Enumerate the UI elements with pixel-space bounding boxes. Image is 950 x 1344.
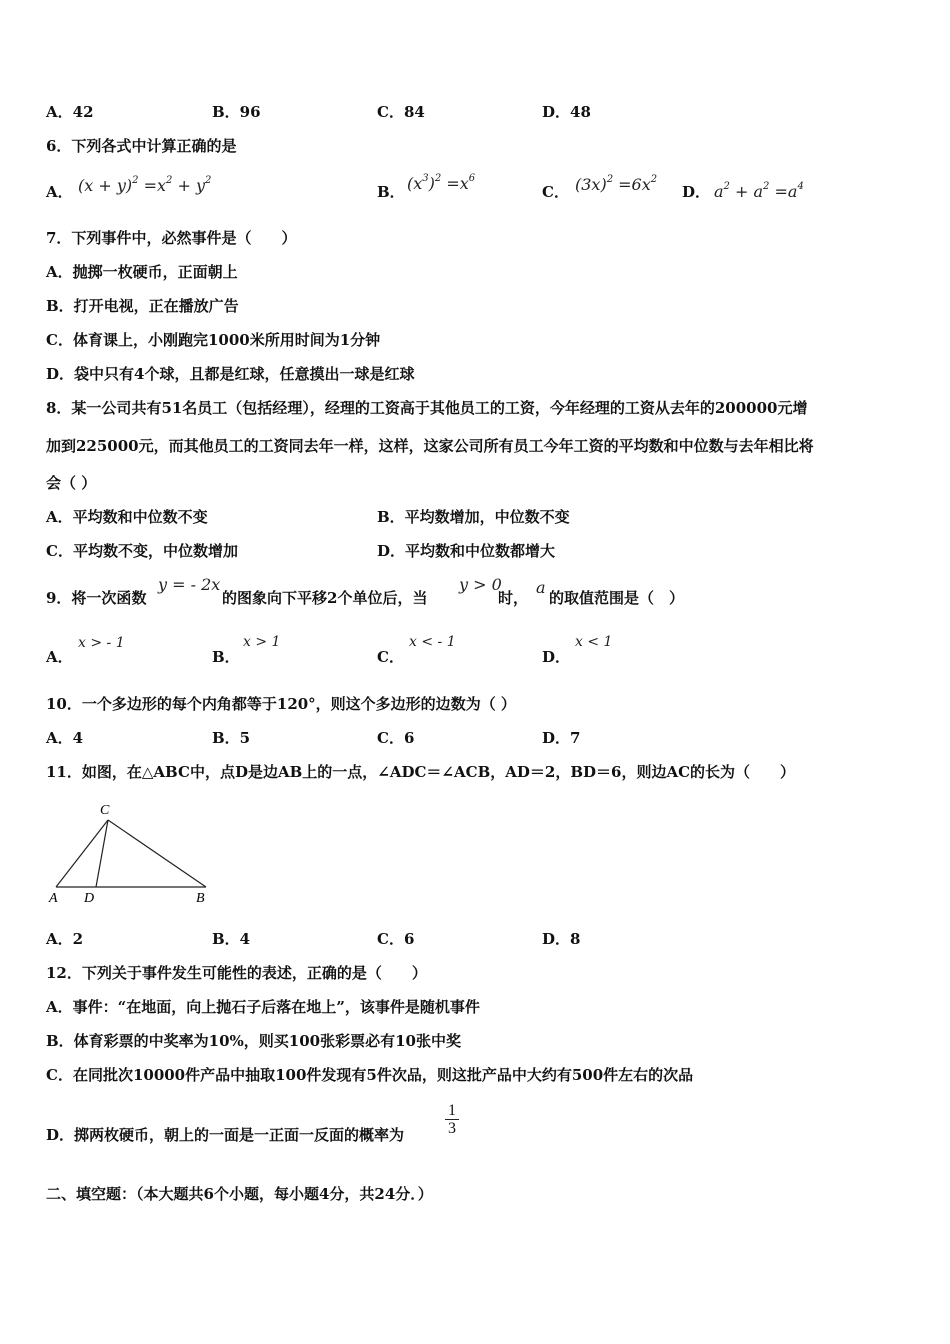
q9-stem-part3: 时， (498, 589, 529, 607)
q12-fraction (445, 1102, 459, 1137)
q6-stem: 6．下列各式中计算正确的是 (46, 137, 237, 155)
q6-option-d-formula: $a^2 + a^2 =a^4$ (714, 180, 804, 201)
q11-label-a: A (49, 891, 58, 906)
q11-option-c: C．6 (377, 930, 415, 948)
q6-option-d-label: D． (682, 183, 711, 201)
q9-function: y = - 2x (158, 575, 221, 594)
q7-option-d: D．袋中只有4个球，且都是红球，任意摸出一球是红球 (46, 365, 415, 383)
q11-option-d: D．8 (542, 930, 581, 948)
q9-variable: a (536, 578, 546, 597)
q9-option-b-label: B． (212, 648, 240, 666)
q9-stem-part2: 的图象向下平移2个单位后，当 (222, 589, 428, 607)
q12-option-d: D．掷两枚硬币，朝上的一面是一正面一反面的概率为 (46, 1126, 405, 1144)
q12-fraction-denominator: 3 (448, 1120, 456, 1137)
q6-option-b-label: B． (377, 183, 405, 201)
q9-option-c-label: C． (377, 648, 404, 666)
q6-option-a-formula: $(x + y)^2 =x^2 + y^2$ (78, 174, 212, 195)
q11-label-c: C (100, 803, 110, 818)
q12-stem: 12．下列关于事件发生可能性的表述，正确的是（ ） (46, 964, 427, 982)
q11-label-d: D (84, 891, 95, 906)
q12-option-c: C．在同批次10000件产品中抽取100件发现有5件次品，则这批产品中大约有500件左右的次品 (46, 1066, 694, 1084)
q12-fraction-numerator: 1 (445, 1102, 459, 1120)
section2-title: 二、填空题：（本大题共6个小题，每小题4分，共24分．） (46, 1185, 433, 1203)
q12-option-b: B．体育彩票的中奖率为10%，则买100张彩票必有10张中奖 (46, 1032, 461, 1050)
q9-option-d-formula: x < 1 (575, 634, 613, 650)
q9-option-c-formula: x < - 1 (409, 634, 456, 650)
q8-option-d: D．平均数和中位数都增大 (377, 542, 556, 560)
q5-option-b: B．96 (212, 103, 261, 121)
q8-option-a: A．平均数和中位数不变 (46, 508, 208, 526)
q8-stem-line2: 加到225000元，而其他员工的工资同去年一样，这样，这家公司所有员工今年工资的平均数和中位数与去年相比将 (46, 437, 814, 455)
q8-stem-line3: 会（ ） (46, 474, 97, 492)
q10-option-c: C．6 (377, 729, 415, 747)
q10-stem: 10．一个多边形的每个内角都等于120°，则这个多边形的边数为（ ） (46, 695, 516, 713)
q6-option-c-label: C． (542, 183, 569, 201)
q11-stem: 11．如图，在△ABC中，点D是边AB上的一点，∠ADC＝∠ACB，AD＝2，BD＝6，则边AC的长为（ ） (46, 763, 796, 781)
q10-option-b: B．5 (212, 729, 251, 747)
q7-option-c: C．体育课上，小刚跑完1000米所用时间为1分钟 (46, 331, 381, 349)
q8-option-b: B．平均数增加，中位数不变 (377, 508, 570, 526)
q11-option-b: B．4 (212, 930, 251, 948)
q9-option-a-label: A． (46, 648, 73, 666)
q9-option-d-label: D． (542, 648, 571, 666)
q10-option-a: A．4 (46, 729, 84, 747)
q8-stem-line1: 8．某一公司共有51名员工（包括经理），经理的工资高于其他员工的工资，今年经理的工资从去年的200000元增 (46, 399, 808, 417)
q8-option-c: C．平均数不变，中位数增加 (46, 542, 238, 560)
q5-option-a: A．42 (46, 103, 94, 121)
q9-condition: y > 0 (459, 575, 502, 594)
q9-stem-part4: 的取值范围是（ ） (549, 589, 685, 607)
q6-option-a-label: A． (46, 183, 73, 201)
q5-option-c: C．84 (377, 103, 425, 121)
q6-option-c-formula: $(3x)^2 =6x^2$ (575, 173, 658, 194)
q11-option-a: A．2 (46, 930, 84, 948)
q6-option-b-formula: $(x^3)^2 =x^6$ (407, 172, 476, 193)
q9-option-a-formula: x > - 1 (78, 635, 125, 651)
q9-stem-part1: 9．将一次函数 (46, 589, 147, 607)
q10-option-d: D．7 (542, 729, 581, 747)
q5-option-d: D．48 (542, 103, 591, 121)
q9-option-b-formula: x > 1 (243, 634, 281, 650)
q7-option-b: B．打开电视，正在播放广告 (46, 297, 239, 315)
q7-option-a: A．抛掷一枚硬币，正面朝上 (46, 263, 238, 281)
q7-stem: 7．下列事件中，必然事件是（ ） (46, 229, 297, 247)
q11-triangle-figure (44, 798, 219, 910)
q11-label-b: B (196, 891, 205, 906)
q12-option-a: A．事件：“在地面，向上抛石子后落在地上”，该事件是随机事件 (46, 998, 480, 1016)
